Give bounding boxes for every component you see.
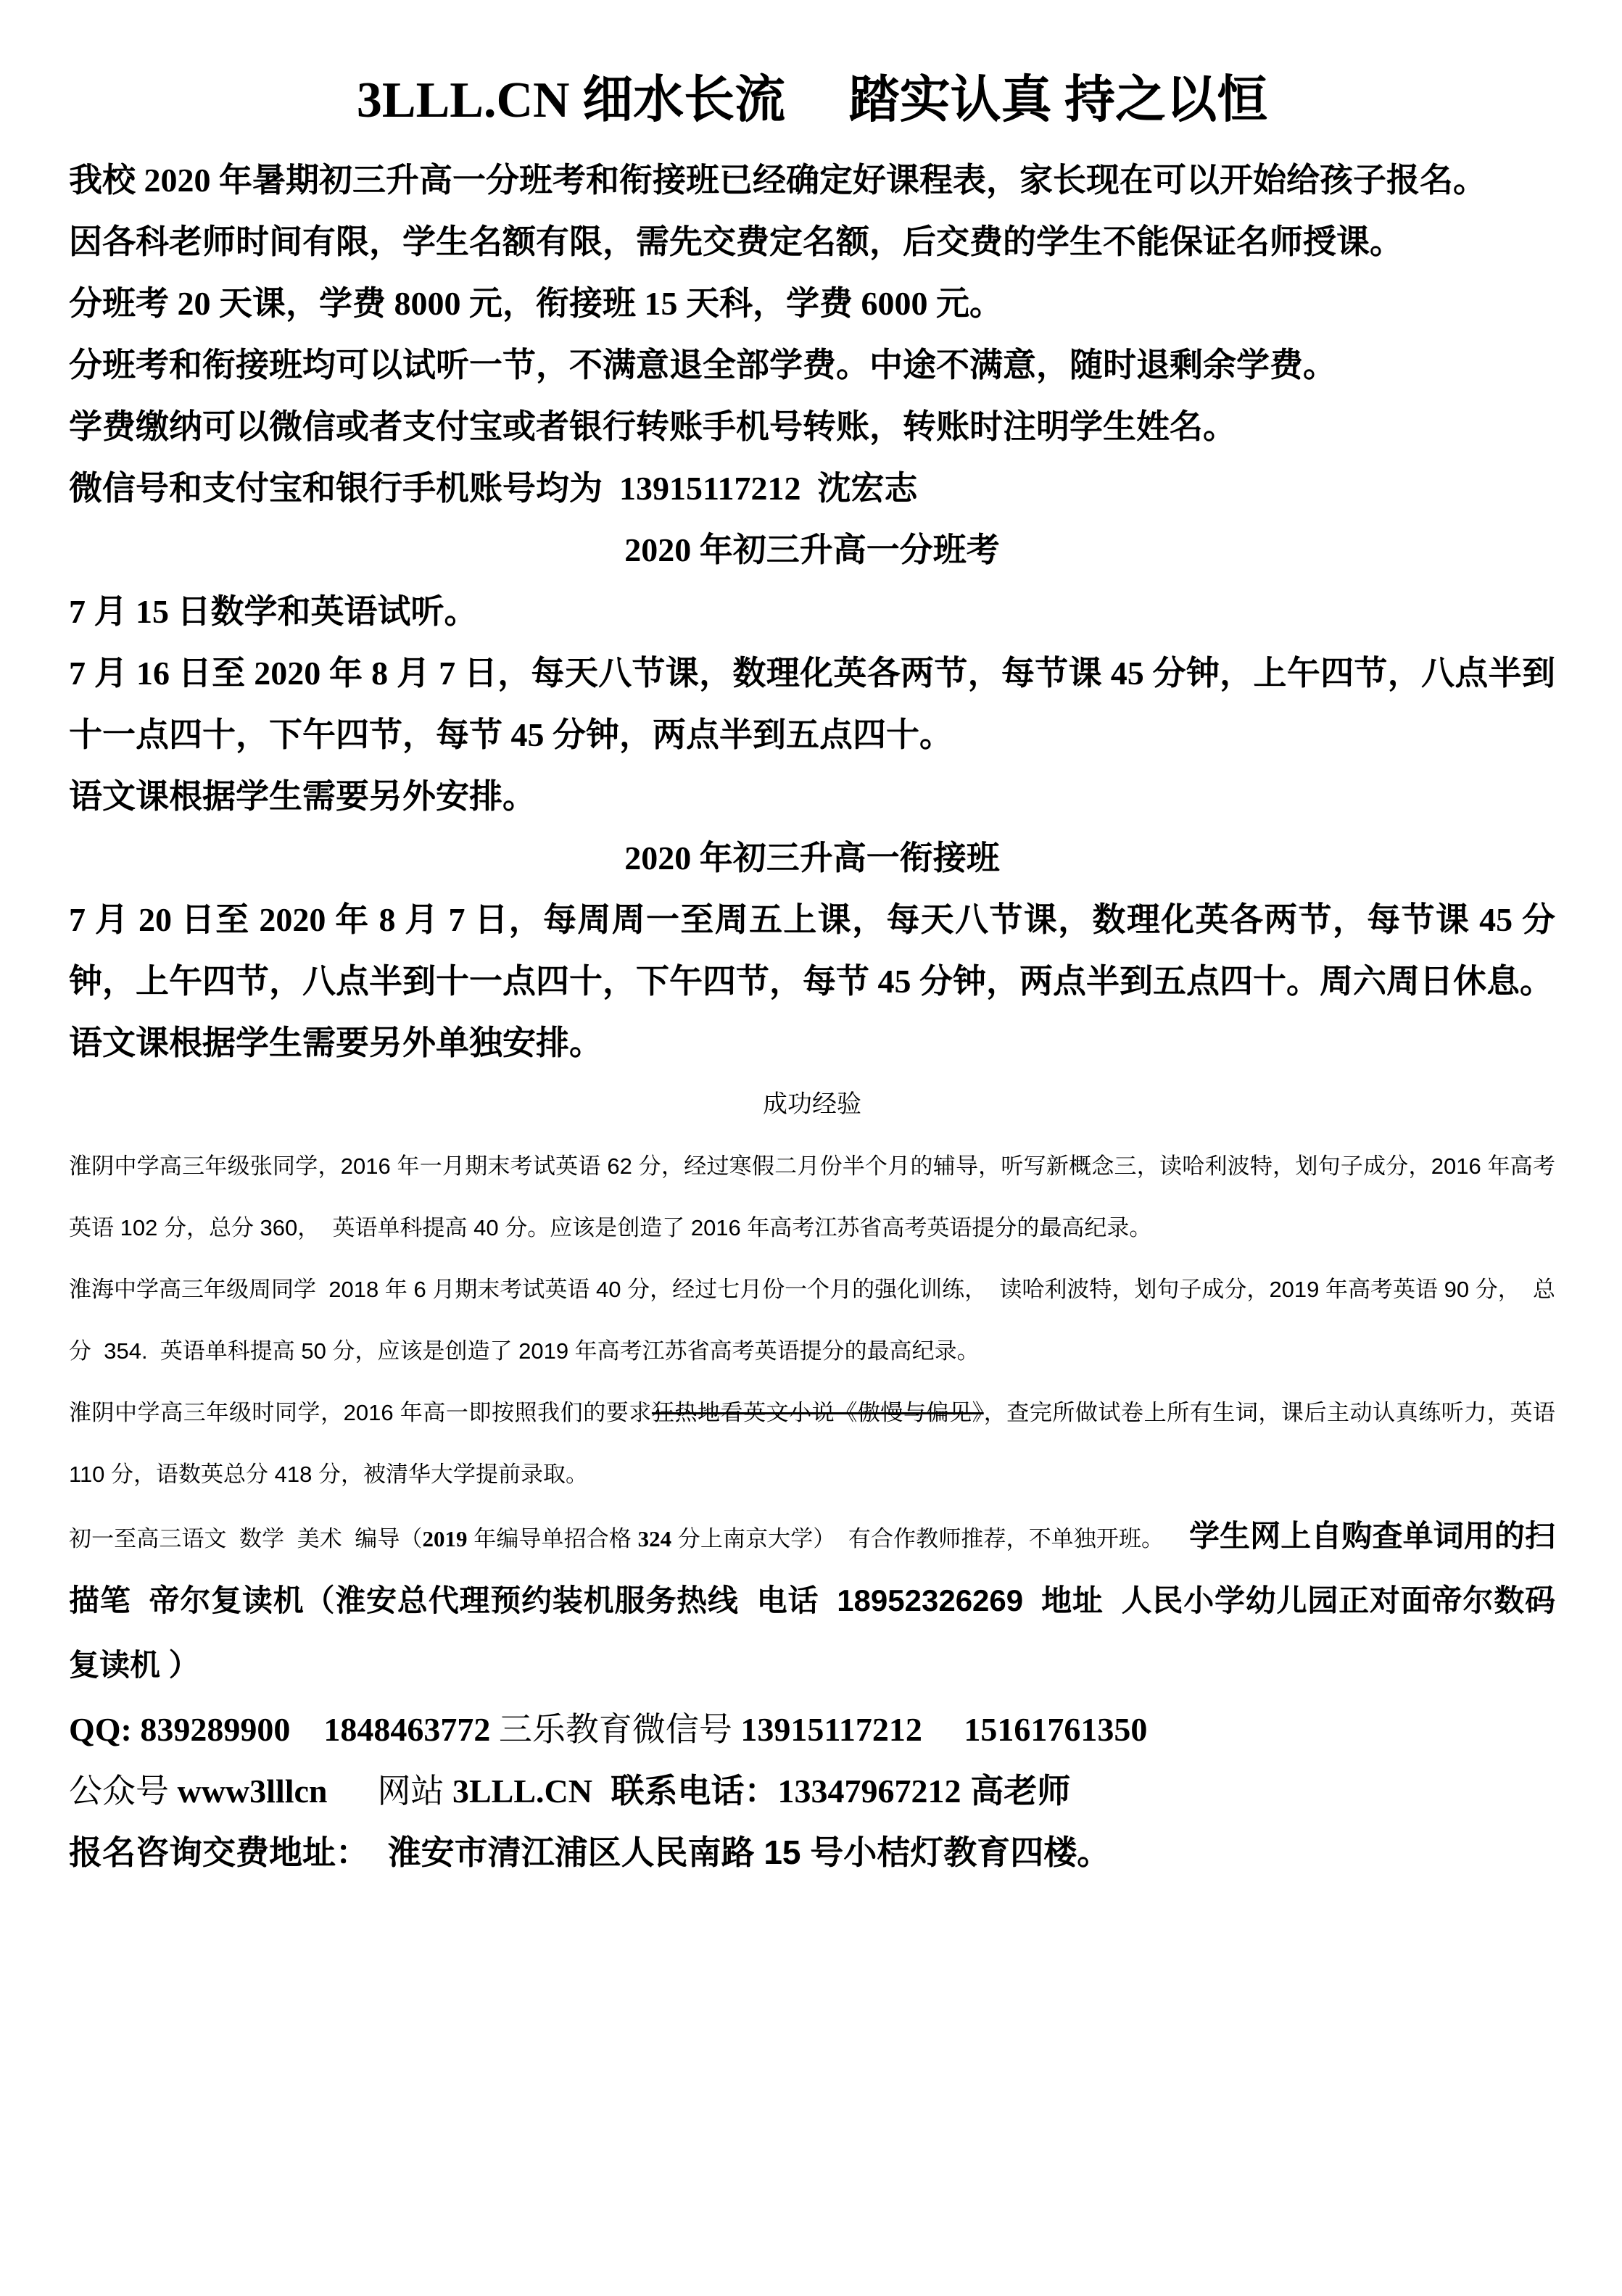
success-story-2: 淮海中学高三年级周同学 2018 年 6 月期末考试英语 40 分，经过七月份一个月的强化训练， 读哈利波特，划句子成分，2019 年高考英语 90 分， 总分 354. 英语单科提高 50 分，应该是创造了 2019 年高考江苏省高考英语提分的最高纪录。	[69, 1276, 1555, 1364]
website-label: 网站	[327, 1772, 452, 1810]
website-value: 3LLL.CN	[452, 1772, 592, 1810]
bridging-class-paragraph-2: 语文课根据学生需要另外单独安排。	[69, 1024, 603, 1061]
intro-paragraph-4: 分班考和衔接班均可以试听一节，不满意退全部学费。中途不满意，随时退剩余学费。	[69, 346, 1336, 384]
public-account-line	[69, 1760, 1555, 1822]
success-story-3-before: 淮阴中学高三年级时同学，2016 年高一即按照我们的要求	[69, 1399, 652, 1425]
public-account-value: www3lllcn	[177, 1772, 328, 1810]
intro-paragraph-6: 微信号和支付宝和银行手机账号均为 13915117212 沈宏志	[69, 469, 918, 507]
strikethrough-text: 狂热地看英文小说《傲慢与偏见》	[651, 1399, 984, 1425]
bridging-class-paragraph-1: 7 月 20 日至 2020 年 8 月 7 日，每周周一至周五上课，每天八节课，数理化英各两节，每节课 45 分钟，上午四节，八点半到十一点四十，下午四节，每节 45 分钟，两点半到五点四十。周六周日休息。	[69, 900, 1555, 1000]
success-story-3	[69, 1382, 1562, 1505]
qq-numbers: QQ: 839289900 1848463772	[69, 1710, 499, 1748]
phone-label: 联系电话：	[592, 1771, 778, 1810]
courses-small-text-3: 分上南京大学） 有合作教师推荐，不单独开班。	[671, 1525, 1189, 1551]
intro-paragraph-5: 学费缴纳可以微信或者支付宝或者银行转账手机号转账，转账时注明学生姓名。	[69, 407, 1236, 445]
placement-exam-paragraph-2: 7 月 16 日至 2020 年 8 月 7 日，每天八节课，数理化英各两节，每节课 45 分钟，上午四节，八点半到十一点四十，下午四节，每节 45 分钟，两点半到五点四十。	[69, 654, 1555, 753]
success-story-3-after: ，查完所做试卷上所有生词，课后主动认真练听力，英语 110 分，语数英总分 418 分，被清华大学提前录取。	[69, 1399, 1562, 1487]
success-heading: 成功经验	[763, 1090, 861, 1118]
courses-score-number: 324	[637, 1525, 672, 1551]
address-label: 报名咨询交费地址：	[69, 1833, 388, 1871]
success-story-1: 淮阴中学高三年级张同学，2016 年一月期末考试英语 62 分，经过寒假二月份半个月的辅导，听写新概念三，读哈利波特，划句子成分，2016 年高考英语 102 分，总分 360， 英语单科提高 40 分。应该是创造了 2016 年高考江苏省高考英语提分的最高纪录。	[69, 1153, 1555, 1240]
courses-paragraph	[69, 1505, 1555, 1699]
scanner-pen-notice: 学生网上自购查单词用的扫描笔 帝尔复读机（淮安总代理预约装机服务热线 电话 18952326269 地址 人民小学幼儿园正对面帝尔数码复读机 ）	[69, 1518, 1555, 1682]
courses-small-text-2: 年编导单招合格	[467, 1525, 638, 1551]
public-account-label: 公众号	[69, 1772, 178, 1810]
contact-person: 高老师	[961, 1771, 1071, 1810]
placement-exam-paragraph-1: 7 月 15 日数学和英语试听。	[69, 592, 478, 630]
qq-wechat-line	[69, 1699, 1555, 1760]
section-heading-bridging-class: 2020 年初三升高一衔接班	[624, 839, 1000, 876]
intro-paragraph-3: 分班考 20 天课，学费 8000 元，衔接班 15 天科，学费 6000 元。	[69, 284, 1003, 322]
placement-exam-paragraph-3: 语文课根据学生需要另外安排。	[69, 777, 536, 815]
courses-small-text-1: 初一至高三语文 数学 美术 编导（	[69, 1525, 423, 1551]
doc-title: 3LLL.CN 细水长流 踏实认真 持之以恒	[356, 72, 1268, 128]
wechat-numbers: 13915117212 15161761350	[740, 1710, 1148, 1748]
courses-year-number: 2019	[422, 1525, 468, 1551]
address-line	[69, 1822, 1555, 1883]
intro-paragraph-1: 我校 2020 年暑期初三升高一分班考和衔接班已经确定好课程表，家长现在可以开始给孩子报名。	[69, 161, 1486, 199]
wechat-label: 三乐教育微信号	[498, 1710, 741, 1748]
address-value: 淮安市清江浦区人民南路 15 号小桔灯教育四楼。	[387, 1833, 1111, 1871]
intro-paragraph-2: 因各科老师时间有限，学生名额有限，需先交费定名额，后交费的学生不能保证名师授课。	[69, 223, 1403, 260]
phone-number: 13347967212	[777, 1772, 961, 1810]
section-heading-placement-exam: 2020 年初三升高一分班考	[624, 531, 1000, 568]
